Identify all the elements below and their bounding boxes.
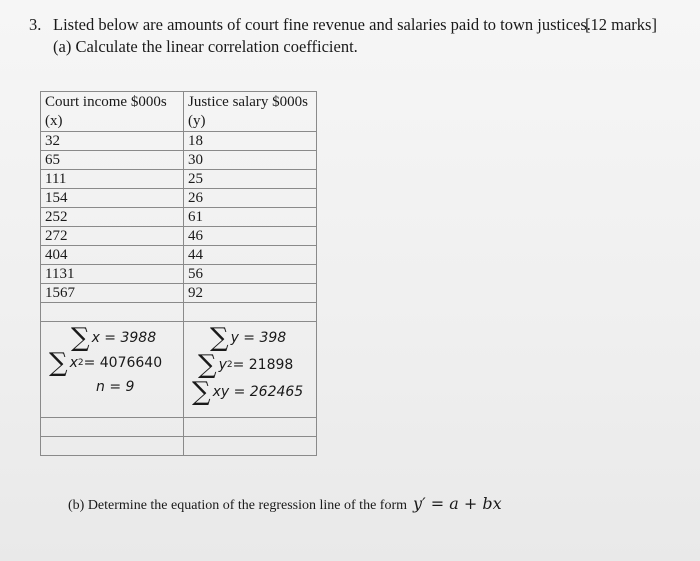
cell-x: 272 <box>41 227 184 246</box>
question-text: Listed below are amounts of court fine revenue and salaries paid to town justices. <box>53 15 591 34</box>
cell-x: 154 <box>41 189 184 208</box>
cell-y: 30 <box>184 151 317 170</box>
sums-row <box>41 322 317 418</box>
cell-x: 1131 <box>41 265 184 284</box>
header-x-var: (x) <box>45 113 63 129</box>
cell-x: 65 <box>41 151 184 170</box>
part-b-text: (b) Determine the equation of the regression line of the form <box>68 498 407 513</box>
sigma-icon: ∑ <box>192 377 211 407</box>
sums-y-cell <box>184 322 317 418</box>
header-y-var: (y) <box>188 113 206 129</box>
sum-x2-value: = 4076640 <box>83 355 163 371</box>
table-row <box>41 246 317 265</box>
blank-cell <box>184 437 317 456</box>
sigma-icon: ∑ <box>198 350 217 380</box>
cell-x: 1567 <box>41 284 184 303</box>
table-row <box>41 132 317 151</box>
table-row <box>41 151 317 170</box>
table-header-row <box>41 92 317 132</box>
blank-cell <box>41 418 184 437</box>
cell-y: 56 <box>184 265 317 284</box>
cell-x: 32 <box>41 132 184 151</box>
header-x <box>41 92 184 132</box>
header-x-title: Court income $000s <box>45 94 167 110</box>
regression-equation: y′ = a + bx <box>413 494 502 513</box>
question-number: 3. <box>29 15 42 34</box>
table-row <box>41 208 317 227</box>
part-b-prompt <box>68 494 502 514</box>
blank-row <box>41 303 317 322</box>
sum-y-value: y = 398 <box>230 330 287 346</box>
cell-x: 252 <box>41 208 184 227</box>
sum-y2-var: y <box>218 357 227 373</box>
sigma-icon: ∑ <box>210 323 229 353</box>
sum-x-value: x = 3988 <box>91 330 157 346</box>
sum-xy <box>192 377 304 407</box>
sum-x <box>71 323 157 353</box>
cell-x: 404 <box>41 246 184 265</box>
sigma-icon: ∑ <box>49 348 68 378</box>
table-row <box>41 170 317 189</box>
blank-cell <box>184 418 317 437</box>
sigma-icon: ∑ <box>71 323 90 353</box>
cell-y: 61 <box>184 208 317 227</box>
sum-x2-var: x <box>69 355 78 371</box>
table-row <box>41 265 317 284</box>
blank-row <box>41 437 317 456</box>
sum-x2: ∑ x 2 = 4076640 <box>49 348 163 378</box>
blank-row <box>41 418 317 437</box>
cell-y: 46 <box>184 227 317 246</box>
data-table <box>40 91 317 456</box>
question-marks: [12 marks] <box>585 15 657 34</box>
sums-x-cell <box>41 322 184 418</box>
header-y <box>184 92 317 132</box>
sum-xy-value: xy = 262465 <box>212 384 304 400</box>
table-row <box>41 227 317 246</box>
cell-y: 92 <box>184 284 317 303</box>
header-y-title: Justice salary $000s <box>188 94 308 110</box>
cell-y: 44 <box>184 246 317 265</box>
table-row <box>41 284 317 303</box>
sum-y <box>210 323 287 353</box>
blank-cell <box>41 437 184 456</box>
cell-y: 26 <box>184 189 317 208</box>
sum-y2: ∑ y 2 = 21898 <box>198 350 294 380</box>
sum-y2-value: = 21898 <box>232 357 294 373</box>
cell-y: 18 <box>184 132 317 151</box>
cell-x: 111 <box>41 170 184 189</box>
n-count: n = 9 <box>96 379 135 395</box>
table-row <box>41 189 317 208</box>
blank-cell <box>184 303 317 322</box>
part-a-prompt: (a) Calculate the linear correlation coefficient. <box>53 37 358 56</box>
blank-cell <box>41 303 184 322</box>
cell-y: 25 <box>184 170 317 189</box>
